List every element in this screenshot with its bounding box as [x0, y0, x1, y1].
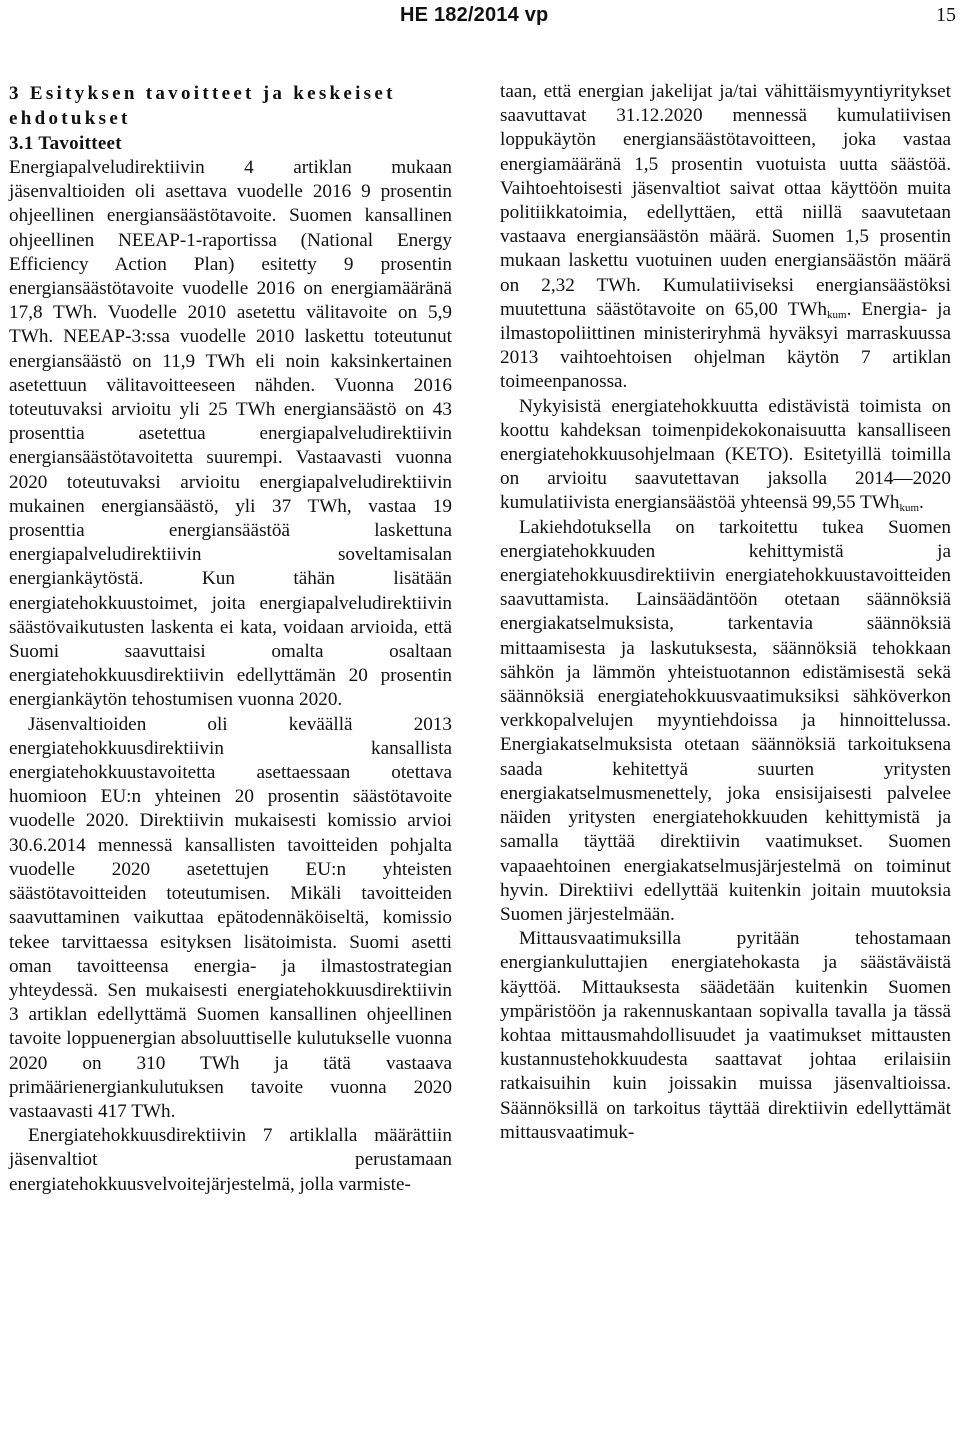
- paragraph: Jäsenvaltioiden oli keväällä 2013 energiatehokkuusdirektiivin kansallista energiatehokkuustavoitetta asettaessaan otettava huomioon EU:n yhteinen 20 prosentin säästötavoite vuodelle 2020. Direktiivin mukaisesti komissio arvioi 30.6.2014 mennessä kansallisten tavoitteiden pohjalta vuodelle 2020 asetettujen EU:n yhteisten säästötavoitteiden toteutumisen. Mikäli tavoitteiden saavuttaminen vaikuttaa epätodennäköiseltä, komissio tekee tarvittaessa esityksen lisätoimista. Suomi asetti oman tavoitteensa energia- ja ilmastostrategian yhteydessä. Sen mukaisesti energiatehokkuusdirektiivin 3 artiklan edellyttämä Suomen kansallinen ohjeellinen tavoite loppuenergian absoluuttiselle kulutukselle vuonna 2020 on 310 TWh ja tätä vastaava primäärienergiankulutuksen tavoite vuonna 2020 vastaavasti 417 TWh.: [9, 713, 452, 1122]
- paragraph-text: . Energia- ja ilmastopoliittinen ministeriryhmä hyväksyi marraskuussa 2013 vaihtoehtoisen ohjelman käytön 7 artiklan toimeenpanossa.: [500, 298, 951, 393]
- paragraph: Energiatehokkuusdirektiivin 7 artiklalla määrättiin jäsenvaltiot perustamaan energiatehokkuusvelvoitejärjestelmä, jolla varmiste-: [9, 1125, 452, 1195]
- left-column: [9, 78, 452, 1197]
- page-number: 15: [936, 4, 956, 26]
- section-heading: 3 Esityksen tavoitteet ja keskeiset ehdotukset: [9, 83, 396, 129]
- right-column: [500, 80, 951, 1145]
- subsection-heading: 3.1 Tavoitteet: [9, 133, 122, 154]
- paragraph: Mittausvaatimuksilla pyritään tehostamaan energiankuluttajien energiatehokasta ja säästäväistä käyttöä. Mittauksesta säädetään kuitenkin Suomen ympäristöön ja rakennuskantaan sopivalla tavalla ja tässä kohtaa mittausmahdollisuudet ja vaatimukset mittausten kustannustehokkuudesta saattavat johtaa erilaisiin ratkaisuihin kuin joissakin muissa jäsenvaltioissa. Säännöksillä on tarkoitus täyttää direktiivin edellyttämät mittausvaatimuk-: [500, 928, 951, 1143]
- document-id: HE 182/2014 vp: [400, 4, 549, 26]
- paragraph-text: Nykyisistä energiatehokkuutta edistävistä toimista on koottu kahdeksan toimenpidekokonaisuutta kansalliseen energiatehokkuusohjelmaan (KETO). Esitetyillä toimilla on arvioitu saavutettavan jaksolla 2014—2020 kumulatiivista energiansäästöä yhteensä 99,55 TWh: [500, 395, 951, 514]
- paragraph: [500, 80, 951, 395]
- unit-subscript: kum: [827, 308, 847, 321]
- paragraph: Energiapalveludirektiivin 4 artiklan mukaan jäsenvaltioiden oli asettava vuodelle 2016 9 prosentin ohjeellinen energiansäästötavoite. Suomen kansallinen ohjeellinen NEEAP-1-raportissa (National Energy Efficiency Action Plan) esitetty 9 prosentin energiansäästötavoite vuodelle 2016 on energiamääränä 17,8 TWh. Vuodelle 2010 asetettu välitavoite on 5,9 TWh. NEEAP-3:ssa vuodelle 2010 laskettu toteutunut energiansäästö on 11,9 TWh eli noin kaksinkertainen asetettuun välitavoitteeseen nähden. Vuonna 2016 toteutuvaksi arvioitu yli 25 TWh energiansäästö on 43 prosenttia asetettua energiapalveludirektiivin energiansäästötavoitetta suurempi. Vastaavasti vuonna 2020 toteutuvaksi arvioitu energiapalveludirektiivin mukainen energiansäästö, yli 37 TWh, vastaa 19 prosenttia energiansäästöä laskettuna energiapalveludirektiivin soveltamisalan energiankäytöstä. Kun tähän lisätään energiatehokkuustoimet, joita energiapalveludirektiivin säästövaikutusten laskenta ei kata, voidaan arvioida, että Suomi saavuttaisi omalta osaltaan energiatehokkuusdirektiivin edellyttämän 20 prosentin energiankäytön tehostumisen vuonna 2020.: [9, 157, 452, 711]
- page-header: [0, 0, 960, 40]
- unit-subscript: kum: [899, 502, 920, 515]
- paragraph-text: .: [919, 492, 924, 514]
- paragraph: [500, 395, 951, 516]
- paragraph: Lakiehdotuksella on tarkoitettu tukea Suomen energiatehokkuuden kehittymistä ja energiatehokkuusdirektiivin energiatehokkuustavoitteiden saavuttamista. Lainsäädäntöön otetaan säännöksiä energiakatselmuksista, tarkentavia säännöksiä mittaamisesta ja laskutuksesta, säännöksiä tehokkaan sähkön ja lämmön yhteistuotannon edistämisestä sekä säännöksiä energiatehokkuusvaatimuksiksi sähköverkon verkkopalvelujen myyntiehdoissa ja hinnoittelussa. Energiakatselmuksista otetaan säännöksiä tarkoituksena saada kehitettyä suurten yritysten energiakatselmusmenettely, joka ensisijaisesti palvelee näiden yritysten energiatehokkuuden kehittymistä ja samalla täyttää direktiivin vaatimukset. Suomen vapaaehtoinen energiakatselmusjärjestelmä on toiminut hyvin. Direktiivi edellyttää kuitenkin joitain muutoksia Suomen järjestelmään.: [500, 516, 951, 925]
- paragraph-text: taan, että energian jakelijat ja/tai vähittäismyyntiyritykset saavuttavat 31.12.2020 mennessä kumulatiivisen loppukäytön energiansäästötavoitteen, joka vastaa energiamääränä 1,5 prosentin vuotuista uutta säästöä. Vaihtoehtoisesti jäsenvaltiot saivat ottaa käyttöön muita politiikkatoimia, edellyttäen, että niillä saavutetaan vastaava energiansäästön määrä. Suomen 1,5 prosentin mukaan laskettu vuotuinen uuden energiansäästön määrä on 2,32 TWh. Kumulatiiviseksi energiansäästöksi muutettuna säästötavoite on 65,00 TWh: [500, 81, 951, 320]
